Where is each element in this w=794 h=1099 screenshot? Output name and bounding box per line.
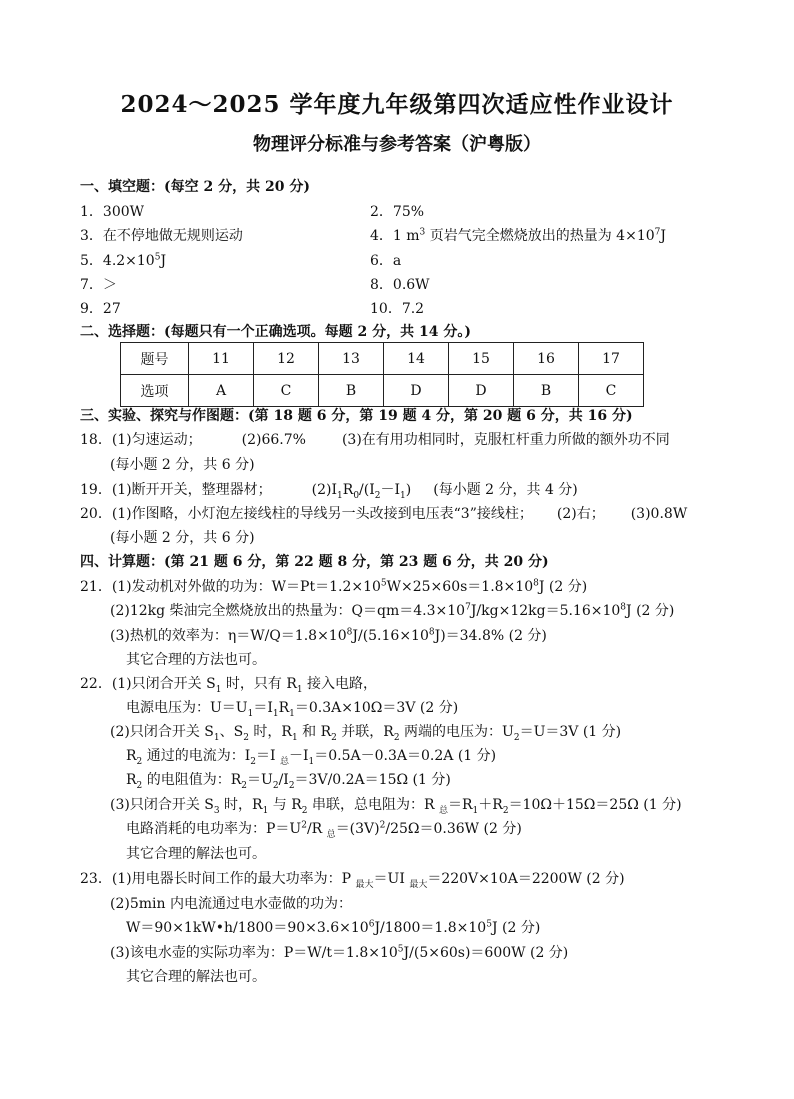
answer-22-note: 其它合理的解法也可。 xyxy=(126,846,266,862)
answer-21-part-1: 21．(1)发动机对外做的功为：$W=Pt=1.2\times 10^5W\times 25\times 60s=1.8\times 10^8J$ (2 分) xyxy=(80,578,588,595)
choice-answer: C xyxy=(254,375,319,407)
question-number: 17 xyxy=(579,343,644,375)
table-row-numbers xyxy=(121,343,644,375)
fill-answer-4: 4．1 $m^3$ 页岩气完全燃烧放出的热量为 $4\times 10^7J$ xyxy=(370,227,666,244)
answer-22-resistance: $R_2$ 的电阻值为：$R_2=U_2/I_2=3V/0.2A=15\Omega$ (1 分) xyxy=(126,772,451,791)
fill-answer-3: 3．在不停地做无规则运动 xyxy=(80,228,243,244)
answer-20: 20．(1)作图略，小灯泡左接线柱的导线另一头改接到电压表“3”接线柱； (2)右； (3)0.8W xyxy=(80,506,688,522)
table-row-answers xyxy=(121,375,644,407)
question-number: 11 xyxy=(189,343,254,375)
question-number: 16 xyxy=(514,343,579,375)
choice-answer: B xyxy=(514,375,579,407)
choice-answer: C xyxy=(579,375,644,407)
question-number: 12 xyxy=(254,343,319,375)
answer-22-part-1: 22．(1)只闭合开关 $S_1$ 时，只有 $R_1$ 接入电路， xyxy=(80,676,378,695)
answer-22-power: 电路消耗的电功率为：$P=U^2/R$ $_总=(3V)^2/25\Omega=0.36W$ (2 分) xyxy=(126,820,522,840)
answer-23-work: $W=90\times 1kW•h/1800=90\times 3.6\times 10^6J/1800=1.8\times 10^5J$ (2 分) xyxy=(126,919,541,936)
choice-answer: B xyxy=(319,375,384,407)
answer-23-part-3: (3)该电水壶的实际功率为：$P=W/t=1.8\times 10^5J/(5\times 60s)=600W$ (2 分) xyxy=(110,944,569,961)
answer-22-voltage: 电源电压为：$U=U_1=I_1R_1=0.3A\times 10\Omega=3V$ (2 分) xyxy=(126,700,459,719)
choice-answer: A xyxy=(189,375,254,407)
section-1-heading: 一、填空题：(每空 2 分，共 20 分) xyxy=(80,179,310,195)
answer-19: 19．(1)断开开关，整理器材； $(2)I_1R_0/(I_2-I_1)$ (每小题 2 分，共 4 分) xyxy=(80,482,578,501)
answer-18: 18．(1)匀速运动； (2)66.7% (3)在有用功相同时，克服杠杆重力所做的额外功不同 xyxy=(80,432,670,448)
answer-21-part-3: (3)热机的效率为：$\eta=W/Q=1.8\times 10^8J/(5.16\times 10^8J)=34.8\%$ (2 分) xyxy=(110,627,547,644)
fill-answer-1: 1．300W xyxy=(80,204,145,220)
answer-22-part-3: (3)只闭合开关 $S_3$ 时，$R_1$ 与 $R_2$ 串联，总电阻为：R $_总=R_1+R_2=10\Omega+15\Omega=25\Omega$ (1 分) xyxy=(110,797,682,816)
fill-answer-7: 7．＞ xyxy=(80,277,117,293)
document-title: 2024～2025 学年度九年级第四次适应性作业设计 xyxy=(120,91,674,118)
choice-answer: D xyxy=(384,375,449,407)
section-3-heading: 三、实验、探究与作图题：(第 18 题 6 分，第 19 题 4 分，第 20 题 6 分，共 16 分) xyxy=(80,408,633,424)
answer-23-note: 其它合理的解法也可。 xyxy=(126,969,266,985)
document-subtitle: 物理评分标准与参考答案（沪粤版） xyxy=(253,134,541,155)
choice-answer-table xyxy=(120,342,644,407)
answer-21-note: 其它合理的方法也可。 xyxy=(126,652,266,668)
row-label-answer: 选项 xyxy=(121,375,189,407)
section-2-heading: 二、选择题：(每题只有一个正确选项。每题 2 分，共 14 分。) xyxy=(80,324,471,340)
section-4-heading: 四、计算题：(第 21 题 6 分，第 22 题 8 分，第 23 题 6 分，共 20 分) xyxy=(80,554,549,570)
question-number: 13 xyxy=(319,343,384,375)
fill-answer-10: 10．7.2 xyxy=(370,301,425,317)
fill-answer-6: 6．a xyxy=(370,253,402,269)
answer-23-part-2: (2)5min 内电流通过电水壶做的功为： xyxy=(110,896,352,912)
answer-22-current: $R_2$ 通过的电流为：$I_2=I$ $_总-I_1=0.5A-0.3A=0.2A$ (1 分) xyxy=(126,748,497,767)
fill-answer-2: 2．75% xyxy=(370,204,425,220)
fill-answer-5: 5．$4.2\times 10^5J$ xyxy=(80,252,167,269)
answer-21-part-2: (2)12kg 柴油完全燃烧放出的热量为：$Q=qm=4.3\times 10^7J/kg\times 12kg=5.16\times 10^8J$ (2 分) xyxy=(110,602,675,619)
answer-23-part-1: 23．(1)用电器长时间工作的最大功率为：P $_{最大}$＝UI $_{最大}$＝220V×10A＝2200W (2 分) xyxy=(80,871,625,890)
answer-18-score: (每小题 2 分，共 6 分) xyxy=(110,457,255,473)
answer-22-part-2: (2)只闭合开关 $S_1$、$S_2$ 时，$R_1$ 和 $R_2$ 并联，$R_2$ 两端的电压为：$U_2=U=3V$ (1 分) xyxy=(110,724,622,743)
question-number: 14 xyxy=(384,343,449,375)
answer-20-score: (每小题 2 分，共 6 分) xyxy=(110,530,255,546)
question-number: 15 xyxy=(449,343,514,375)
fill-answer-8: 8．0.6W xyxy=(370,277,430,293)
row-label-number: 题号 xyxy=(121,343,189,375)
choice-answer: D xyxy=(449,375,514,407)
fill-answer-9: 9．27 xyxy=(80,301,121,317)
